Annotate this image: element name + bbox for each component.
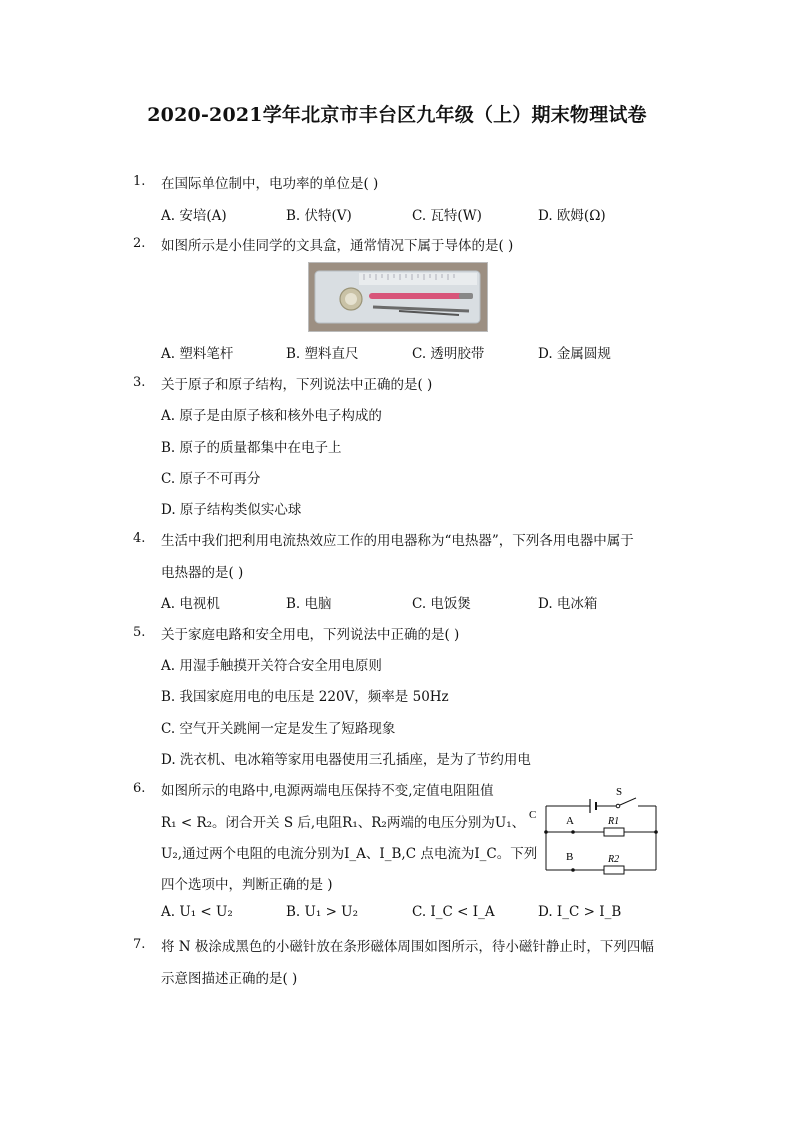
option-a: A. U₁ < U₂ — [161, 904, 233, 920]
question-text: 关于原子和原子结构，下列说法中正确的是( ) — [161, 377, 433, 393]
label-a: A — [566, 815, 574, 827]
option-a: A. 电视机 — [161, 596, 220, 612]
option-c: C. 电饭煲 — [412, 596, 471, 612]
option-c: C. 瓦特(W) — [412, 208, 482, 224]
page-title: 2020-2021学年北京市丰台区九年级（上）期末物理试卷 — [147, 104, 647, 126]
question-number: 5. — [133, 625, 146, 640]
option-a: A. 安培(A) — [161, 208, 227, 224]
option-b: B. 我国家庭用电的电压是 220V，频率是 50Hz — [161, 689, 449, 705]
option-c: C. I_C < I_A — [412, 904, 495, 920]
option-b: B. U₁ > U₂ — [286, 904, 358, 920]
option-d: D. 金属圆规 — [538, 346, 611, 362]
option-a: A. 塑料笔杆 — [161, 346, 234, 362]
option-d: D. 原子结构类似实心球 — [161, 502, 302, 518]
label-r2: R2 — [608, 854, 620, 865]
question-text: 如图所示的电路中,电源两端电压保持不变,定值电阻阻值 — [161, 783, 494, 799]
question-text: 生活中我们把利用电流热效应工作的用电器称为“电热器”，下列各用电器中属于 — [161, 533, 634, 549]
pencil-case-photo — [308, 262, 488, 332]
option-d: D. 洗衣机、电冰箱等家用电器使用三孔插座，是为了节约用电 — [161, 752, 531, 768]
option-d: D. 欧姆(Ω) — [538, 208, 606, 224]
option-a: A. 原子是由原子核和核外电子构成的 — [161, 408, 382, 424]
question-text: U₂,通过两个电阻的电流分别为I_A、I_B,C 点电流为I_C。下列 — [161, 846, 538, 862]
option-b: B. 原子的质量都集中在电子上 — [161, 440, 342, 456]
question-text: 如图所示是小佳同学的文具盒，通常情况下属于导体的是( ) — [161, 238, 514, 254]
label-r1: R1 — [608, 816, 620, 827]
question-number: 1. — [133, 174, 146, 189]
option-c: C. 原子不可再分 — [161, 471, 261, 487]
circuit-diagram — [528, 786, 663, 878]
label-b: B — [566, 851, 574, 863]
option-c: C. 透明胶带 — [412, 346, 485, 362]
question-text: R₁ < R₂。闭合开关 S 后,电阻R₁、R₂两端的电压分别为U₁、 — [161, 815, 526, 831]
option-c: C. 空气开关跳闸一定是发生了短路现象 — [161, 721, 396, 737]
option-b: B. 塑料直尺 — [286, 346, 359, 362]
question-number: 4. — [133, 531, 146, 546]
question-text: 在国际单位制中，电功率的单位是( ) — [161, 176, 379, 192]
question-text: 四个选项中，判断正确的是 ) — [161, 877, 333, 893]
option-a: A. 用湿手触摸开关符合安全用电原则 — [161, 658, 382, 674]
question-number: 7. — [133, 937, 146, 952]
option-d: D. I_C > I_B — [538, 904, 622, 920]
question-number: 3. — [133, 375, 146, 390]
option-b: B. 伏特(V) — [286, 208, 352, 224]
question-number: 2. — [133, 236, 146, 251]
label-c: C — [529, 809, 537, 821]
question-text: 将 N 极涂成黑色的小磁针放在条形磁体周围如图所示，待小磁针静止时，下列四幅 — [161, 939, 654, 955]
question-number: 6. — [133, 781, 146, 796]
question-text: 关于家庭电路和安全用电，下列说法中正确的是( ) — [161, 627, 460, 643]
option-b: B. 电脑 — [286, 596, 332, 612]
question-text: 示意图描述正确的是( ) — [161, 971, 298, 987]
label-s: S — [616, 786, 623, 798]
question-text: 电热器的是( ) — [161, 565, 244, 581]
option-d: D. 电冰箱 — [538, 596, 598, 612]
